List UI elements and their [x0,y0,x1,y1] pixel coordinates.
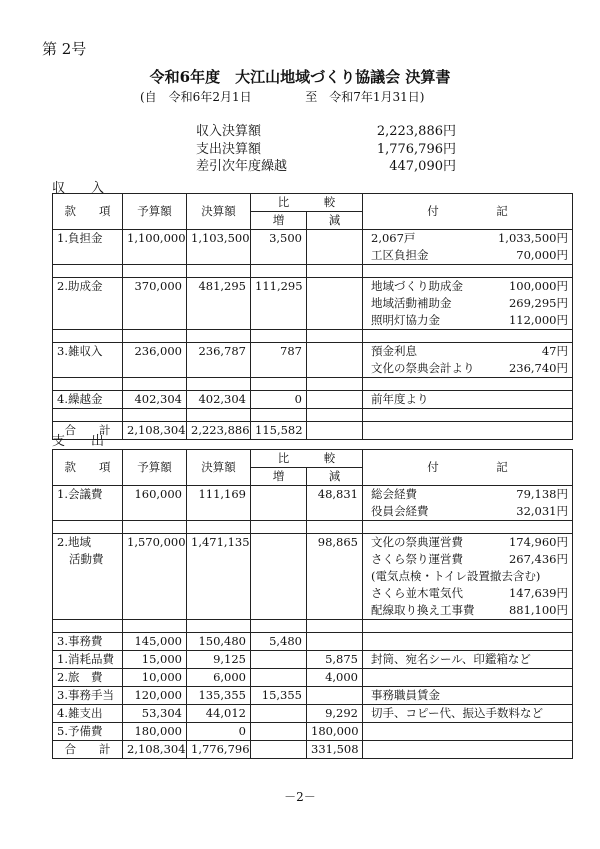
spacer-row [53,521,573,534]
total-decrease [307,422,363,440]
note-amount: 47円 [541,344,568,358]
note-line [367,534,568,551]
item-label: 4.雑支出 [57,706,103,720]
increase-cell: 3,500 [251,230,307,265]
item-cell [53,633,123,651]
note-amount: 267,436円 [508,552,568,566]
note-line [367,602,568,619]
notes-cell [363,230,573,265]
notes-cell [363,687,573,705]
budget-cell: 53,304 [123,705,187,723]
settlement-cell: 6,000 [187,669,251,687]
period-from: (自 令和6年2月1日 [140,90,252,104]
notes-cell [363,705,573,723]
empty-cell [307,265,363,278]
header-budget: 予算額 [123,450,187,486]
increase-cell [251,723,307,741]
summary-balance [196,155,456,173]
summary-value: 447,090円 [389,159,456,174]
decrease-cell: 180,000 [307,723,363,741]
total-notes [363,422,573,440]
note-line [367,687,568,704]
total-budget: 2,108,304 [123,422,187,440]
item-cell [53,230,123,265]
table-row [53,343,573,378]
note-text: 役員会経費 [371,504,429,518]
note-line [367,486,568,503]
note-line [367,705,568,722]
period-to: 至 令和7年1月31日) [305,90,425,104]
empty-cell [53,378,123,391]
note-amount: 236,740円 [508,361,568,375]
empty-cell [53,330,123,343]
budget-cell: 180,000 [123,723,187,741]
note-text: 文化の祭典運営費 [371,535,463,549]
page-number: －2－ [284,790,316,804]
total-increase: 115,582 [251,422,307,440]
table-row [53,669,573,687]
notes-cell [363,633,573,651]
budget-cell: 120,000 [123,687,187,705]
header-compare: 比 較 [251,194,363,212]
table-row [53,534,573,620]
note-text: 照明灯協力金 [371,313,440,327]
decrease-cell [307,633,363,651]
form-number: 第 2号 [42,40,87,58]
empty-cell [187,620,251,633]
total-settlement: 1,776,796 [187,741,251,759]
empty-cell [123,378,187,391]
increase-cell [251,669,307,687]
empty-cell [307,378,363,391]
total-settlement: 2,223,886 [187,422,251,440]
decrease-cell [307,278,363,330]
empty-cell [251,378,307,391]
settlement-cell: 1,103,500 [187,230,251,265]
header-notes: 付 記 [363,194,573,230]
settlement-cell: 481,295 [187,278,251,330]
summary-value: 2,223,886円 [376,124,456,139]
empty-cell [53,620,123,633]
total-row [53,741,573,759]
item-label: 1.負担金 [57,231,103,245]
note-text: 地域活動補助金 [371,296,452,310]
increase-cell [251,651,307,669]
budget-cell: 236,000 [123,343,187,378]
spacer-row [53,378,573,391]
budget-cell: 370,000 [123,278,187,330]
note-line [367,278,568,295]
header-increase: 増 [251,212,307,230]
decrease-cell: 4,000 [307,669,363,687]
note-text: 地域づくり助成金 [371,279,463,293]
note-line [367,568,568,585]
empty-cell [187,409,251,422]
item-cell [53,486,123,521]
note-text: 事務職員賃金 [371,688,440,702]
table-row [53,278,573,330]
item-label-cont: 活動費 [69,552,104,566]
note-text: 封筒、宛名シール、印鑑箱など [371,652,531,666]
decrease-cell [307,343,363,378]
settlement-cell: 402,304 [187,391,251,409]
total-label: 合 計 [53,741,123,759]
table-row [53,486,573,521]
header-item: 款 項 [53,194,123,230]
item-cell [53,669,123,687]
note-amount: 79,138円 [516,487,568,501]
note-amount: 70,000円 [516,248,568,262]
notes-cell [363,669,573,687]
table-row [53,633,573,651]
header-settlement: 決算額 [187,450,251,486]
item-label: 1.消耗品費 [57,652,114,666]
note-line [367,391,568,408]
note-text: 工区負担金 [371,248,429,262]
increase-cell: 0 [251,391,307,409]
summary-label: 差引次年度繰越 [196,159,288,174]
spacer-row [53,620,573,633]
summary-label: 収入決算額 [196,124,262,139]
table-row [53,230,573,265]
note-amount: 147,639円 [508,586,568,600]
note-line [367,295,568,312]
note-line [367,230,568,247]
budget-cell: 1,100,000 [123,230,187,265]
total-budget: 2,108,304 [123,741,187,759]
item-label: 1.会議費 [57,487,103,501]
note-line [367,651,568,668]
item-label: 3.事務手当 [57,688,114,702]
increase-cell: 5,480 [251,633,307,651]
notes-cell [363,651,573,669]
empty-cell [307,620,363,633]
empty-cell [307,521,363,534]
empty-cell [363,330,573,343]
increase-cell [251,486,307,521]
settlement-cell: 0 [187,723,251,741]
empty-cell [187,378,251,391]
empty-cell [307,330,363,343]
note-amount: 100,000円 [508,279,568,293]
item-cell [53,278,123,330]
note-line [367,585,568,602]
table-row [53,723,573,741]
table-row [53,705,573,723]
decrease-cell: 98,865 [307,534,363,620]
item-cell [53,687,123,705]
item-cell [53,391,123,409]
note-text: (電気点検・トイレ設置撤去含む) [371,569,541,583]
note-text: 切手、コピー代、振込手数料など [371,706,544,720]
fiscal-period [140,88,424,105]
note-text: 預金利息 [371,344,417,358]
table-row [53,391,573,409]
item-cell [53,651,123,669]
budget-cell: 145,000 [123,633,187,651]
header-budget: 予算額 [123,194,187,230]
header-compare: 比 較 [251,450,363,468]
note-text: さくら並木電気代 [371,586,463,600]
empty-cell [251,330,307,343]
note-text: 文化の祭典会計より [371,361,475,375]
budget-cell: 10,000 [123,669,187,687]
notes-cell [363,534,573,620]
summary-value: 1,776,796円 [376,142,456,157]
budget-cell: 160,000 [123,486,187,521]
expense-table [52,449,573,759]
spacer-row [53,330,573,343]
settlement-cell: 135,355 [187,687,251,705]
increase-cell [251,705,307,723]
increase-cell: 111,295 [251,278,307,330]
note-line [367,343,568,360]
item-label: 2.助成金 [57,279,103,293]
document-title: 令和6年度 大江山地域づくり協議会 決算書 [149,68,451,86]
decrease-cell [307,391,363,409]
empty-cell [123,620,187,633]
empty-cell [123,330,187,343]
summary-income [196,120,456,138]
settlement-cell: 44,012 [187,705,251,723]
header-increase: 増 [251,468,307,486]
empty-cell [363,378,573,391]
settlement-cell: 236,787 [187,343,251,378]
spacer-row [53,409,573,422]
item-label: 3.事務費 [57,634,103,648]
increase-cell [251,534,307,620]
note-text: 配線取り換え工事費 [371,603,475,617]
empty-cell [363,409,573,422]
total-row [53,422,573,440]
item-label: 2.地域 [57,535,91,549]
decrease-cell [307,230,363,265]
expense-section-label: 支 出 [52,434,105,449]
budget-cell: 1,570,000 [123,534,187,620]
empty-cell [53,521,123,534]
empty-cell [251,409,307,422]
decrease-cell: 9,292 [307,705,363,723]
note-line [367,503,568,520]
header-decrease: 減 [307,468,363,486]
income-section-label: 収 入 [52,181,105,196]
header-notes: 付 記 [363,450,573,486]
empty-cell [251,265,307,278]
table-row [53,687,573,705]
item-label: 5.予備費 [57,724,103,738]
header-item: 款 項 [53,450,123,486]
empty-cell [123,265,187,278]
increase-cell: 787 [251,343,307,378]
empty-cell [187,521,251,534]
decrease-cell [307,687,363,705]
item-label: 4.繰越金 [57,392,103,406]
summary-expense [196,138,456,156]
note-text: 総会経費 [371,487,417,501]
empty-cell [363,265,573,278]
settlement-cell: 1,471,135 [187,534,251,620]
empty-cell [53,265,123,278]
empty-cell [187,265,251,278]
header-decrease: 減 [307,212,363,230]
note-amount: 32,031円 [516,504,568,518]
notes-cell [363,278,573,330]
empty-cell [251,521,307,534]
total-notes [363,741,573,759]
total-label: 合 計 [53,422,123,440]
settlement-cell: 111,169 [187,486,251,521]
empty-cell [251,620,307,633]
notes-cell [363,343,573,378]
item-cell [53,534,123,620]
empty-cell [363,521,573,534]
note-text: 前年度より [371,392,429,406]
note-amount: 269,295円 [508,296,568,310]
note-text: 2,067戸 [371,231,416,245]
spacer-row [53,265,573,278]
note-line [367,247,568,264]
empty-cell [53,409,123,422]
budget-cell: 402,304 [123,391,187,409]
empty-cell [123,521,187,534]
settlement-cell: 150,480 [187,633,251,651]
note-line [367,360,568,377]
decrease-cell: 48,831 [307,486,363,521]
notes-cell [363,391,573,409]
item-label: 2.旅 費 [57,670,103,684]
note-line [367,551,568,568]
empty-cell [123,409,187,422]
header-settlement: 決算額 [187,194,251,230]
summary-label: 支出決算額 [196,142,262,157]
settlement-cell: 9,125 [187,651,251,669]
income-table [52,193,573,440]
note-amount: 174,960円 [508,535,568,549]
total-increase [251,741,307,759]
note-amount: 112,000円 [508,313,568,327]
item-cell [53,705,123,723]
empty-cell [363,620,573,633]
decrease-cell: 5,875 [307,651,363,669]
notes-cell [363,486,573,521]
item-cell [53,723,123,741]
total-decrease: 331,508 [307,741,363,759]
note-text: さくら祭り運営費 [371,552,463,566]
item-cell [53,343,123,378]
note-amount: 1,033,500円 [497,231,568,245]
notes-cell [363,723,573,741]
budget-cell: 15,000 [123,651,187,669]
empty-cell [307,409,363,422]
empty-cell [187,330,251,343]
table-row [53,651,573,669]
note-amount: 881,100円 [508,603,568,617]
note-line [367,312,568,329]
item-label: 3.雑収入 [57,344,103,358]
increase-cell: 15,355 [251,687,307,705]
